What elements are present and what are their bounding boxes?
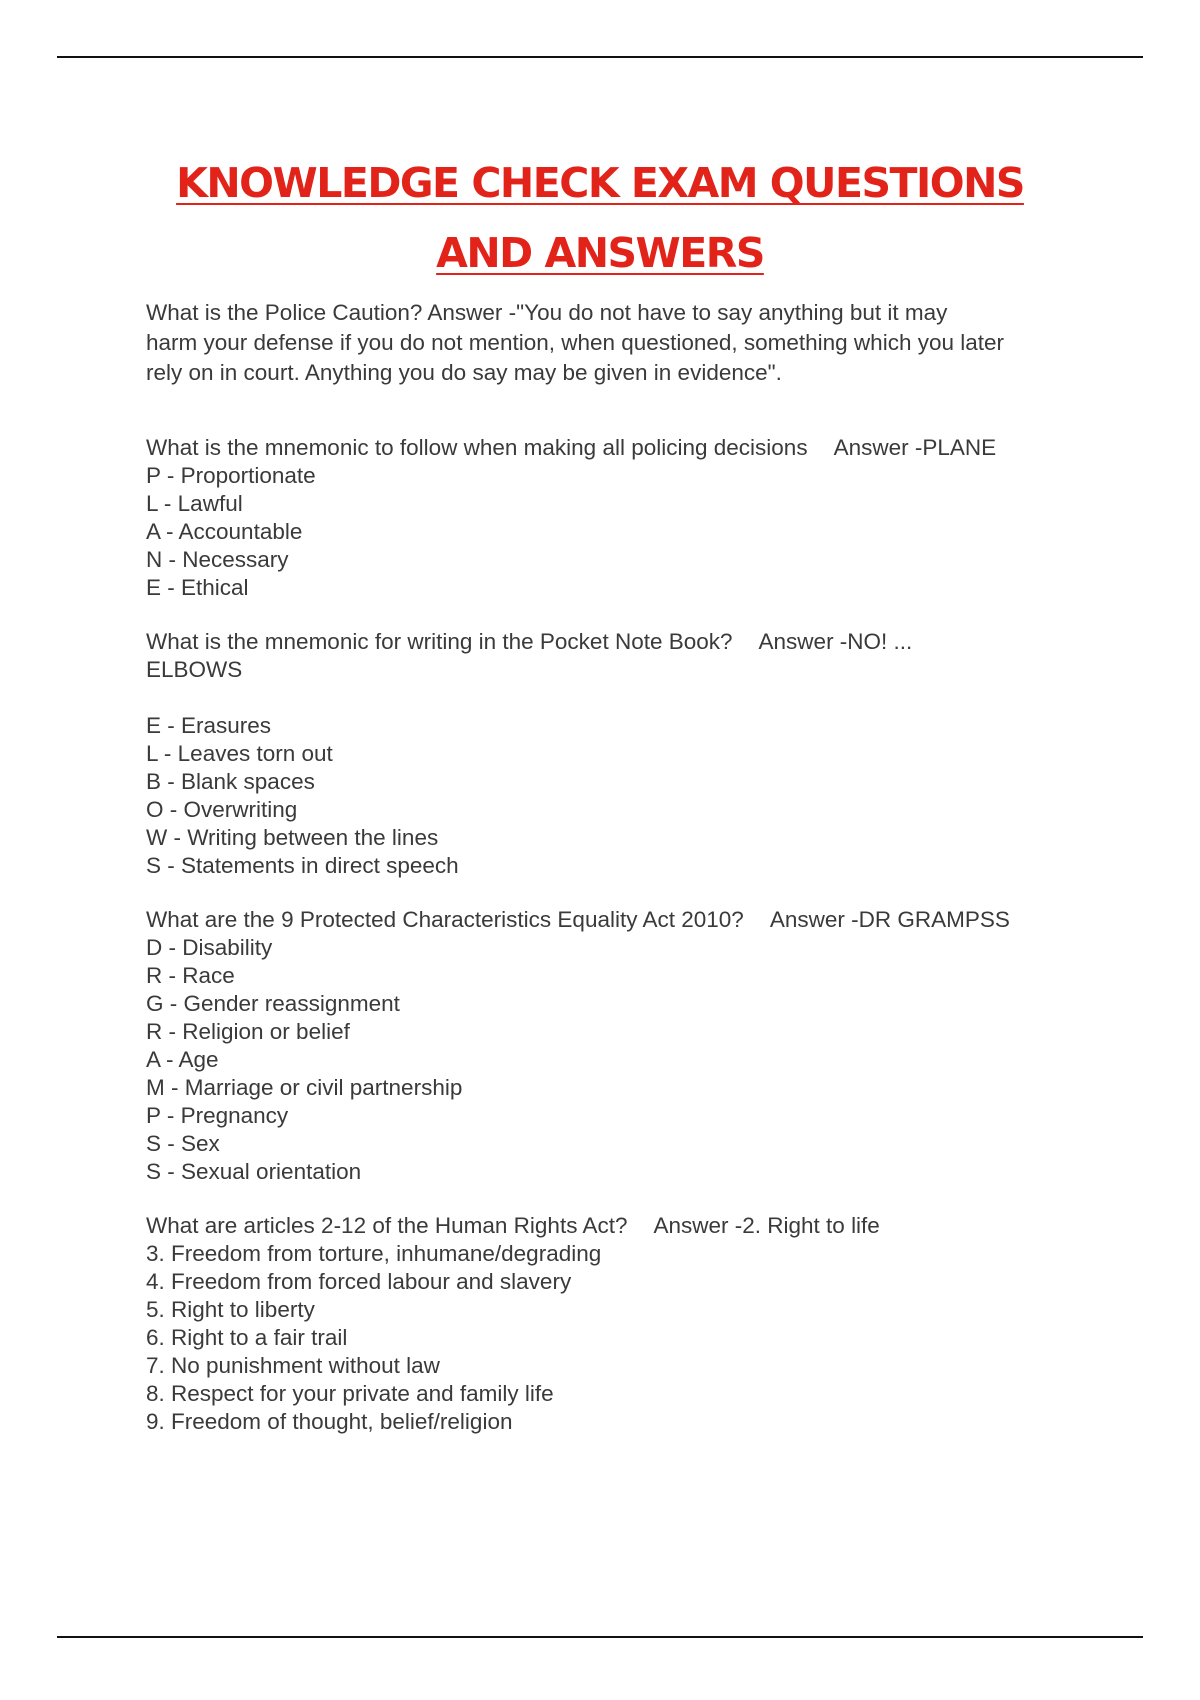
list-item: G - Gender reassignment — [146, 991, 400, 1016]
list-item: O - Overwriting — [146, 797, 298, 822]
list-item: P - Pregnancy — [146, 1103, 289, 1128]
list-item: L - Leaves torn out — [146, 741, 333, 766]
question-text: What is the mnemonic for writing in the Pocket Note Book? — [146, 629, 733, 654]
list-item: S - Statements in direct speech — [146, 853, 459, 878]
question-text: What are articles 2-12 of the Human Rights Act? — [146, 1213, 628, 1238]
list-item: B - Blank spaces — [146, 769, 315, 794]
answer-text: Answer -DR GRAMPSS — [769, 907, 1010, 932]
question-line — [146, 906, 1096, 934]
list-item: 8. Respect for your private and family life — [146, 1381, 554, 1406]
question-text: What are the 9 Protected Characteristics Equality Act 2010? — [146, 907, 744, 932]
list-item: N - Necessary — [146, 547, 289, 572]
question-line — [146, 628, 1096, 656]
footer-rule — [57, 1636, 1143, 1638]
answer-text: Answer -PLANE — [833, 435, 997, 460]
caution-line: harm your defense if you do not mention, when questioned, something which you later — [146, 330, 1005, 355]
question-text: What is the mnemonic to follow when making all policing decisions — [146, 435, 808, 460]
title-line-2: AND ANSWERS — [436, 229, 764, 277]
qa-human-rights-act — [146, 1212, 1096, 1436]
qa-police-caution — [146, 298, 1096, 388]
qa-elbows — [146, 628, 1096, 880]
list-item: P - Proportionate — [146, 463, 316, 488]
list-item: S - Sexual orientation — [146, 1159, 362, 1184]
qa-content — [146, 298, 1096, 1436]
list-item: 7. No punishment without law — [146, 1353, 440, 1378]
list-item: R - Religion or belief — [146, 1019, 350, 1044]
header-rule — [57, 56, 1143, 58]
list-item: 5. Right to liberty — [146, 1297, 315, 1322]
list-item: R - Race — [146, 963, 235, 988]
list-item: W - Writing between the lines — [146, 825, 439, 850]
list-item: L - Lawful — [146, 491, 243, 516]
question-line — [146, 434, 1096, 462]
list-item: D - Disability — [146, 935, 273, 960]
qa-grampss — [146, 906, 1096, 1186]
list-item: M - Marriage or civil partnership — [146, 1075, 463, 1100]
list-item: 3. Freedom from torture, inhumane/degrading — [146, 1241, 602, 1266]
answer-text: Answer -2. Right to life — [653, 1213, 880, 1238]
list-item: 6. Right to a fair trail — [146, 1325, 348, 1350]
list-item: S - Sex — [146, 1131, 220, 1156]
list-item: 9. Freedom of thought, belief/religion — [146, 1409, 513, 1434]
title-line-1: KNOWLEDGE CHECK EXAM QUESTIONS — [176, 159, 1024, 207]
list-item: A - Accountable — [146, 519, 303, 544]
answer-continuation: ELBOWS — [146, 657, 243, 682]
answer-text: Answer -NO! ... — [758, 629, 913, 654]
question-line — [146, 1212, 1096, 1240]
caution-line: rely on in court. Anything you do say may be given in evidence". — [146, 360, 782, 385]
document-title — [0, 148, 1200, 288]
list-item: E - Erasures — [146, 713, 272, 738]
caution-line: What is the Police Caution? Answer -"You do not have to say anything but it may — [146, 300, 948, 325]
list-item: 4. Freedom from forced labour and slavery — [146, 1269, 572, 1294]
qa-plane — [146, 434, 1096, 602]
list-item: A - Age — [146, 1047, 219, 1072]
list-item: E - Ethical — [146, 575, 249, 600]
